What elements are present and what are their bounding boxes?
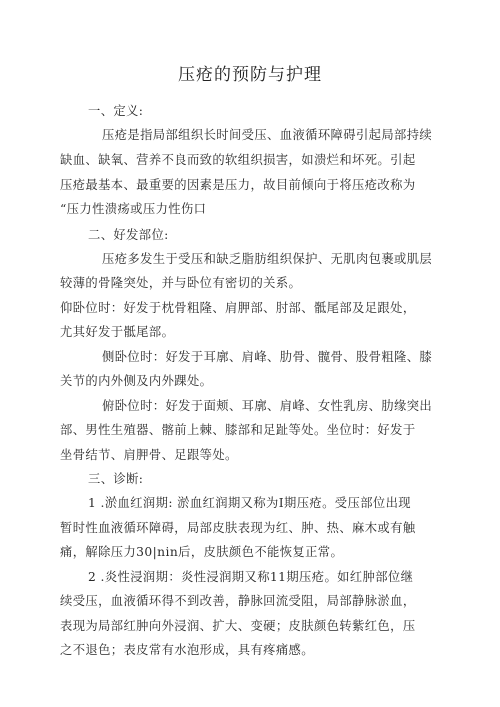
paragraph-line: 部、男性生殖器、髂前上棘、膝部和足趾等处。坐位时：好发于 [60,423,416,437]
paragraph-line: 关节的内外侧及内外踝处。 [60,374,213,388]
paragraph-line: 之不退色；表皮常有水泡形成，具有疼痛感。 [60,643,314,657]
paragraph-line: 侧卧位时：好发于耳廓、肩峰、肋骨、髋骨、股骨粗隆、膝 [102,350,433,364]
paragraph-line: 坐骨结节、肩胛骨、足跟等处。 [60,448,238,462]
section-heading-definition: 一、定义: [88,104,144,118]
paragraph-line: 尤其好发于骶尾部。 [60,325,175,339]
paragraph-line: 压疮是指局部组织长时间受压、血液循环障碍引起局部持续 [102,128,433,142]
paragraph-line: 2 .炎性浸润期：炎性浸润期又称11期压疮。如红肿部位继 [88,570,414,584]
paragraph-line: 表现为局部红肿向外浸润、扩大、变硬；皮肤颜色转紫红色，压 [60,619,416,633]
paragraph-line: 1 .淤血红润期: 淤血红润期又称为I期压疮。受压部位出现 [88,496,411,510]
paragraph-line: “压力性溃疡或压力性伤口 [60,202,207,216]
paragraph-line: 较薄的骨隆突处，并与卧位有密切的关系。 [60,276,302,290]
paragraph-line: 压疮多发生于受压和缺乏脂肪组织保护、无肌肉包裹或肌层 [102,252,433,266]
section-heading-sites: 二、好发部位: [88,228,169,242]
paragraph-line: 暂时性血液循环障碍，局部皮肤表现为红、肿、热、麻木或有触 [60,521,416,535]
paragraph-line: 痛，解除压力30|nin后，皮肤颜色不能恢复正常。 [60,545,344,559]
paragraph-line: 俯卧位时：好发于面颊、耳廓、肩峰、女性乳房、肋缘突出 [102,399,433,413]
paragraph-line: 续受压，血液循环得不到改善，静脉回流受阻，局部静脉淤血， [60,594,416,608]
section-heading-diagnosis: 三、诊断: [88,472,144,486]
document-title: 压疮的预防与护理 [178,65,322,85]
paragraph-line: 缺血、缺氧、营养不良而致的软组织损害，如溃烂和坏死。引起 [60,153,416,167]
paragraph-line: 仰卧位时：好发于枕骨粗隆、肩胛部、肘部、骶尾部及足跟处， [60,301,416,315]
paragraph-line: 压疮最基本、最重要的因素是压力，故目前倾向于将压疮改称为 [60,178,416,192]
